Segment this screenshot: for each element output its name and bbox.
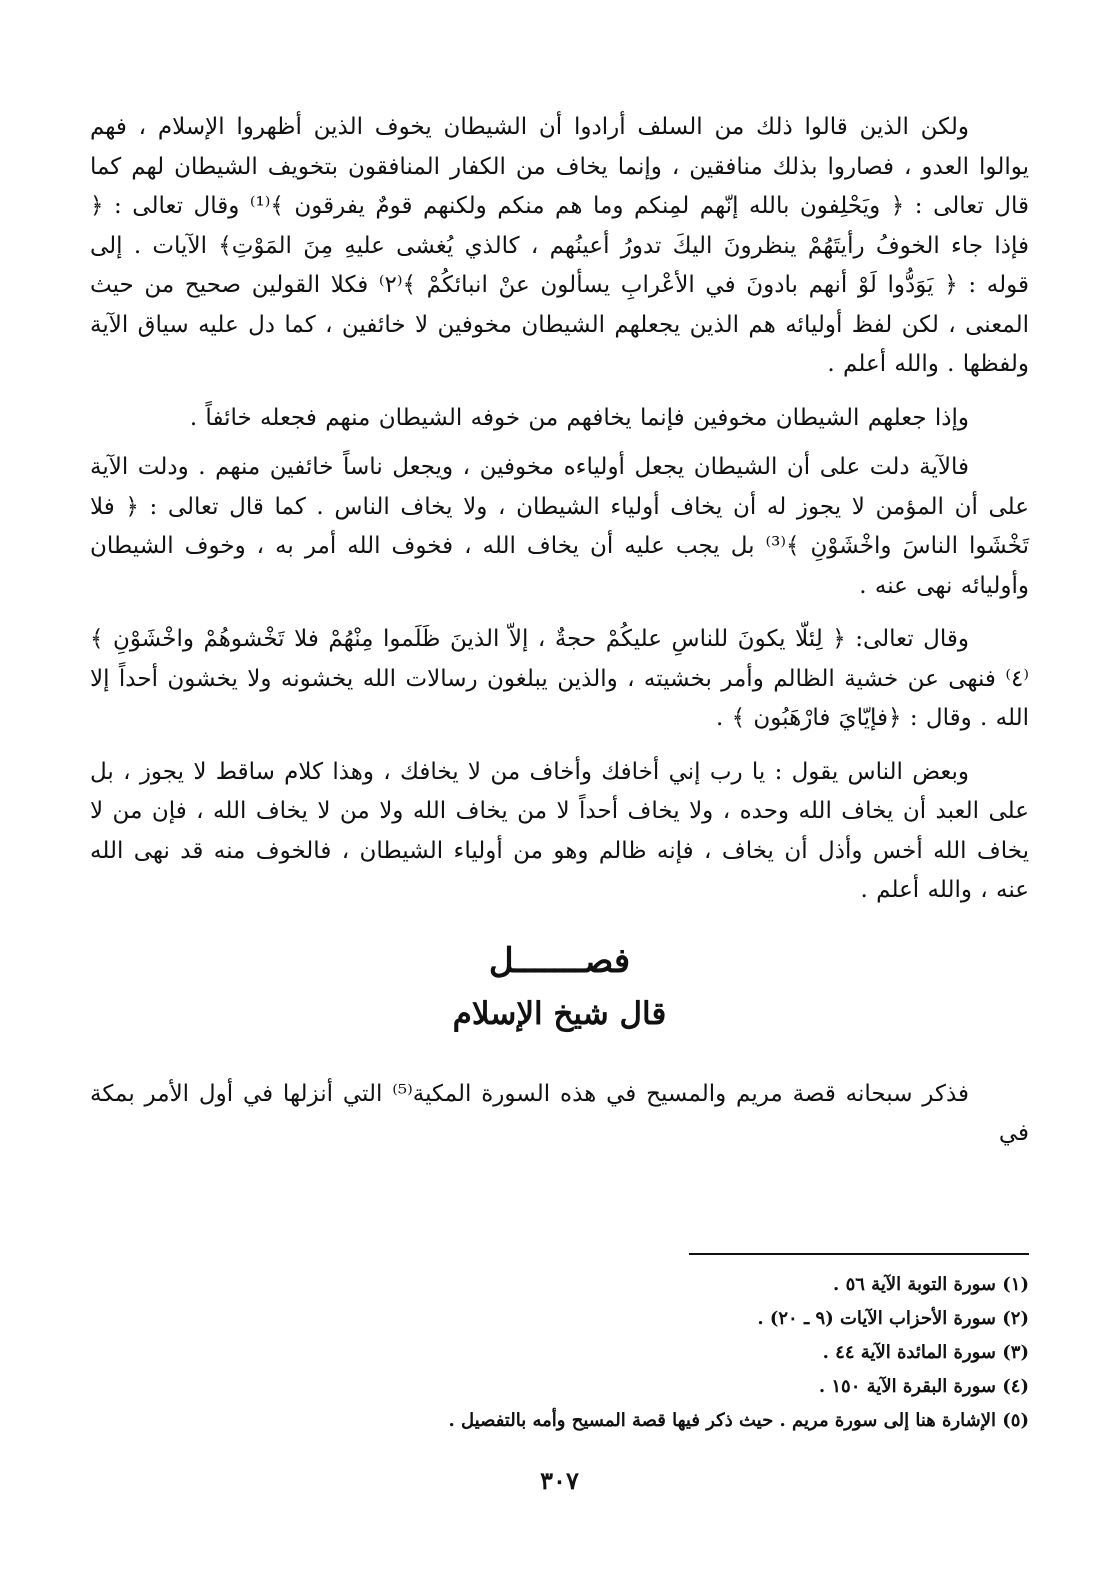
footnote-3: (٣) سورة المائدة الآية ٤٤ . <box>822 1342 1029 1363</box>
page-number: ٣٠٧ <box>540 1466 579 1495</box>
section-heading <box>90 937 1029 1037</box>
body-paragraph-5: وبعض الناس يقول : يا رب إني أخافك وأخاف من لا يخافك ، وهذا كلام ساقط لا يجوز ، بل على العبد أن يخاف الله وحده ، ولا يخاف أحداً لا من يخاف الله ولا من لا يخاف الله ، فإن من لا يخاف الله أخس وأذل أن يخاف ، فإنه ظالم وهو من أولياء الشيطان ، فالخوف منه قد نهى الله عنه ، والله أعلم . <box>90 758 1029 903</box>
footnote-5: (٥) الإشارة هنا إلى سورة مريم . حيث ذكر فيها قصة المسيح وأمه بالتفصيل . <box>448 1410 1029 1431</box>
section-subtitle: قال شيخ الإسلام <box>452 995 667 1032</box>
body-paragraph-4: وقال تعالى: ﴿ لِئلّا يكونَ للناسِ عليكُمْ حجةٌ ، إلاّ الذينَ ظَلَموا مِنْهُمْ فلا تَخْشوهُمْ واخْشَوْنِ ﴾⁽٤⁾ فنهى عن خشية الظالم وأمر بخشيته ، والذين يبلغون رسالات الله يخشونه ولا يخشون أحداً إلا الله . وقال : ﴿فإيّايَ فارْهَبُون ﴾ . <box>90 626 1029 731</box>
footnote-4: (٤) سورة البقرة الآية ١٥٠ . <box>818 1376 1029 1397</box>
footnote-1: (١) سورة التوبة الآية ٥٦ . <box>833 1274 1029 1295</box>
section-title: فصـــــــل <box>488 940 631 981</box>
footnotes <box>89 1268 1029 1438</box>
footnote-2: (٢) سورة الأحزاب الآيات (٩ ـ ٢٠) . <box>757 1308 1029 1329</box>
body-paragraph-2: وإذا جعلهم الشيطان مخوفين فإنما يخافهم من خوفه الشيطان منهم فجعله خائفاً . <box>189 404 969 431</box>
body-paragraph-3: فالآية دلت على أن الشيطان يجعل أولياءه مخوفين ، ويجعل ناساً خائفين منهم . ودلت الآية على أن المؤمن لا يجوز له أن يخاف أولياء الشيطان ، ولا يخاف الناس . كما قال تعالى : ﴿ فلا تَخْشَوا الناسَ واخْشَوْنِ ﴾⁽³⁾ بل يجب عليه أن يخاف الله ، فخوف الله أمر به ، وخوف الشيطان وأوليائه نهى عنه . <box>90 454 1029 599</box>
body-paragraph-1: ولكن الذين قالوا ذلك من السلف أرادوا أن الشيطان يخوف الذين أظهروا الإسلام ، فهم يوالوا العدو ، فصاروا بذلك منافقين ، وإنما يخاف من الكفار المنافقون بتخويف الشيطان لهم كما قال تعالى : ﴿ ويَحْلِفون بالله إنّهم لمِنكم وما هم منكم ولكنهم قومٌ يفرقون ﴾⁽¹⁾ وقال تعالى : ﴿ فإذا جاء الخوفُ رأيتَهُمْ ينظرونَ اليكَ تدورُ أعينُهم ، كالذي يُغشى عليهِ مِنَ المَوْتِ﴾ الآيات . إلى قوله : ﴿ يَوَدُّوا لَوْ أنهم بادونَ في الأعْرابِ يسألون عنْ انبائكُمْ ﴾⁽٢⁾ فكلا القولين صحيح من حيث المعنى ، لكن لفظ أوليائه هم الذين يجعلهم الشيطان مخوفين لا خائفين ، كما دل عليه سياق الآية ولفظها . والله أعلم . <box>90 114 1029 377</box>
body-paragraph-6: فذكر سبحانه قصة مريم والمسيح في هذه السورة المكية⁽⁵⁾ التي أنزلها في أول الأمر بمكة في <box>90 1080 1029 1146</box>
footnote-divider <box>689 1253 1029 1255</box>
